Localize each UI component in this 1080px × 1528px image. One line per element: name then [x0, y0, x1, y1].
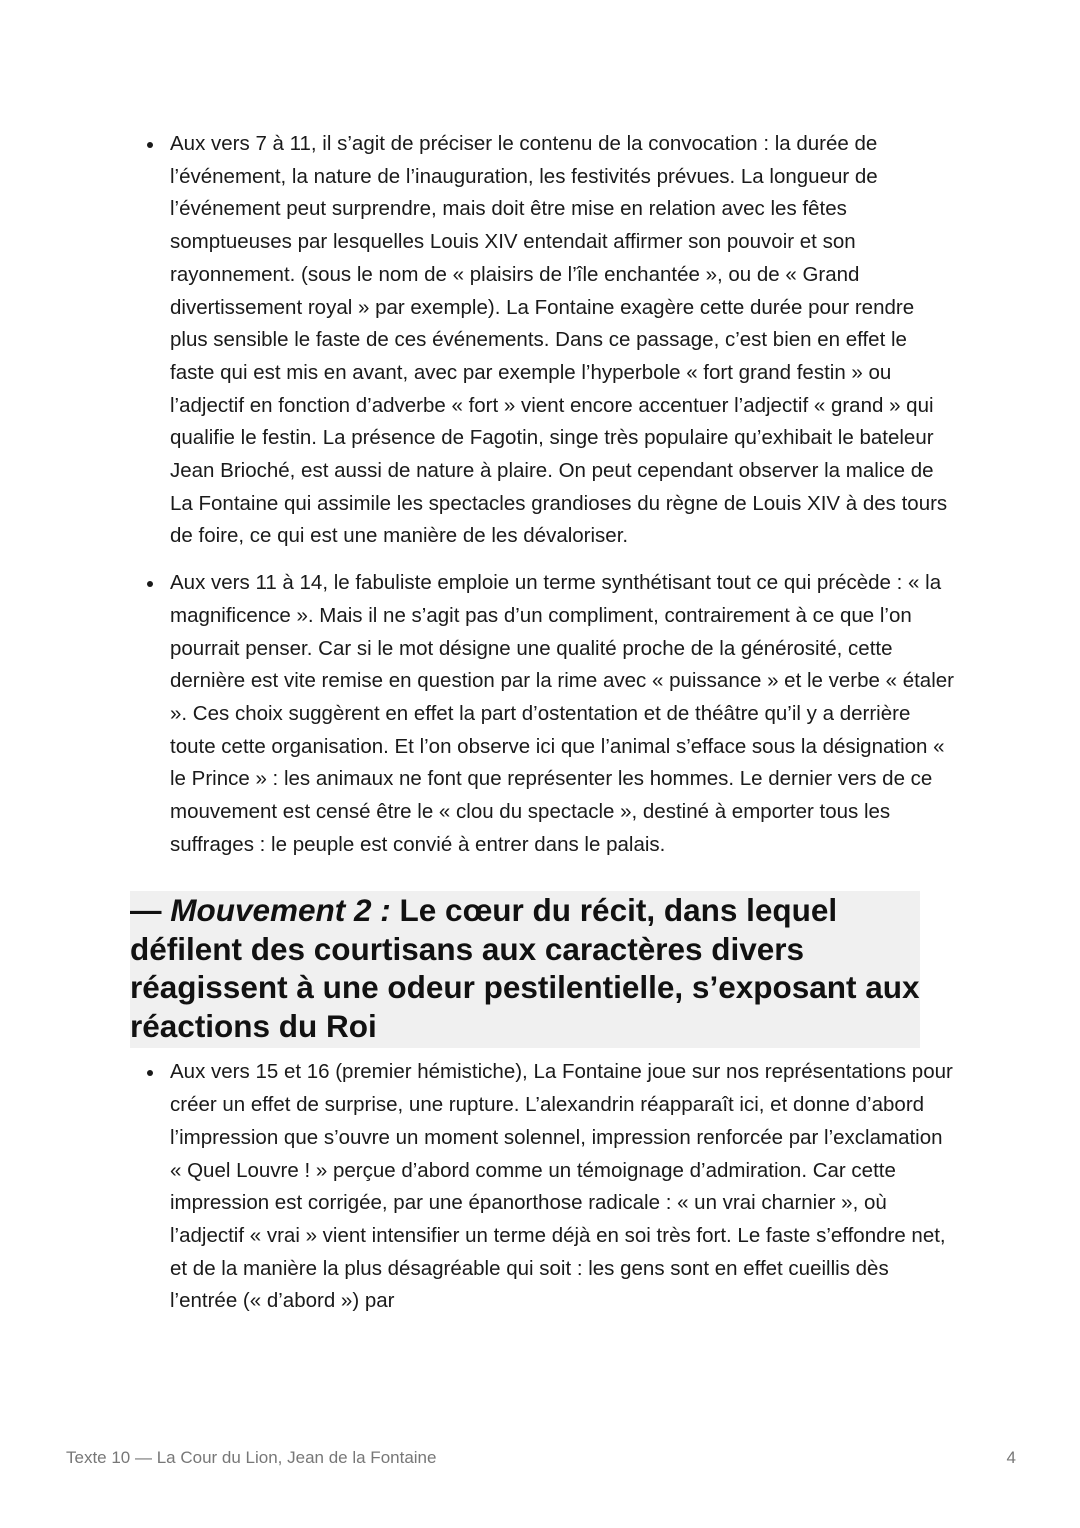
list-item: Aux vers 11 à 14, le fabuliste emploie un terme synthétisant tout ce qui précède : « la magnificence ». Mais il ne s’agit pas d’un compliment, contrairement à ce que l’on pourrait penser. Car si le mot désigne une qualité proche de la générosité, cette dernière est vite remise en question par la rime avec « puissance » et le verbe « étaler ». Ces choix suggèrent en effet la part d’ostentation et de théâtre qu’il y a derrière toute cette organisation. Et l’on observe ici que l’animal s’efface sous la désignation « le Prince » : les animaux ne font que représenter les hommes. Le dernier vers de ce mouvement est censé être le « clou du spectacle », destiné à emporter tous les suffrages : le peuple est convié à entrer dans le palais.: [170, 567, 955, 861]
page-footer: [66, 1448, 1016, 1468]
section-heading: [130, 891, 920, 1048]
list-item: Aux vers 15 et 16 (premier hémistiche), La Fontaine joue sur nos représentations pour créer un effet de surprise, une rupture. L’alexandrin réapparaît ici, et donne d’abord l’impression que s’ouvre un moment solennel, impression renforcée par l’exclamation « Quel Louvre ! » perçue d’abord comme un témoignage d’admiration. Car cette impression est corrigée, par une épanorthose radicale : « un vrai charnier », où l’adjectif « vrai » vient intensifier un terme déjà en soi très fort. Le faste s’effondre net, et de la manière la plus désagréable qui soit : les gens sont en effet cueillis dès l’entrée (« d’abord ») par: [170, 1056, 955, 1318]
page-content: [0, 128, 1080, 1318]
page-number: 4: [1006, 1448, 1016, 1467]
heading-dash: —: [130, 892, 171, 929]
heading-label: Mouvement 2 :: [170, 892, 391, 929]
list-item: Aux vers 7 à 11, il s’agit de préciser le contenu de la convocation : la durée de l’événement, la nature de l’inauguration, les festivités prévues. La longueur de l’événement peut surprendre, mais doit être mise en relation avec les fêtes somptueuses par lesquelles Louis XIV entendait affirmer son pouvoir et son rayonnement. (sous le nom de « plaisirs de l’île enchantée », ou de « Grand divertissement royal » par exemple). La Fontaine exagère cette durée pour rendre plus sensible le faste de ces événements. Dans ce passage, c’est bien en effet le faste qui est mis en avant, avec par exemple l’hyperbole « fort grand festin » ou l’adjectif en fonction d’adverbe « fort » vient encore accentuer l’adjectif « grand » qui qualifie le festin. La présence de Fagotin, singe très populaire qu’exhibait le bateleur Jean Brioché, est aussi de nature à plaire. On peut cependant observer la malice de La Fontaine qui assimile les spectacles grandioses du règne de Louis XIV à des tours de foire, ce qui est une manière de les dévaloriser.: [170, 128, 955, 553]
heading-text: Le cœur du récit, dans lequel défilent des courtisans aux caractères divers réagissent à une odeur pestilentielle, s’exposant aux réactions du Roi: [130, 892, 920, 1044]
footer-title: Texte 10 — La Cour du Lion, Jean de la Fontaine: [66, 1448, 437, 1467]
bullet-list: [0, 128, 1080, 861]
bullet-list: [0, 1056, 1080, 1318]
